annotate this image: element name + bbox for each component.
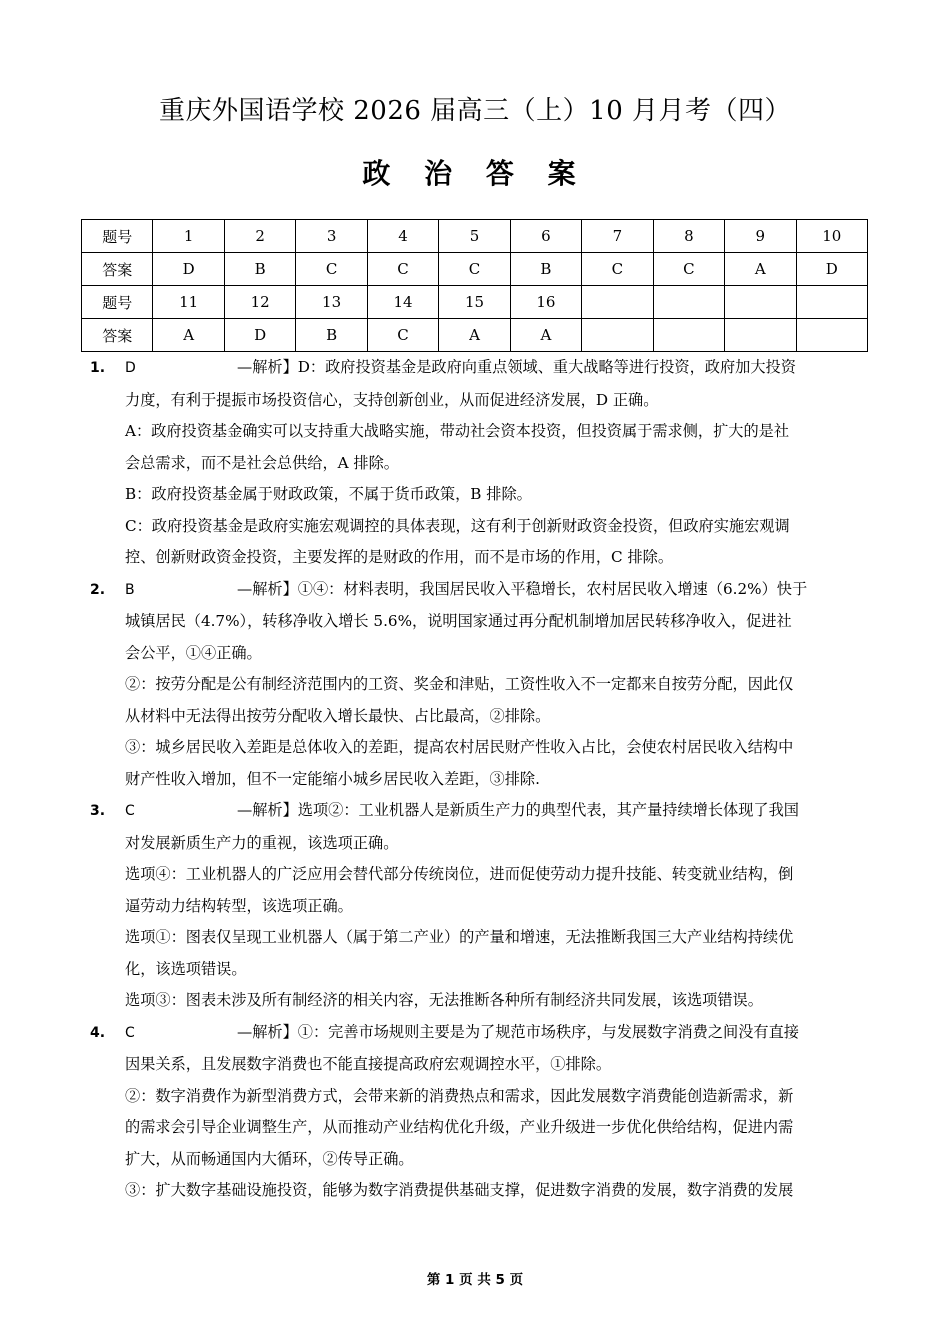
table-cell: A (725, 253, 796, 286)
table-cell: C (439, 253, 510, 286)
explanation-line: 选项④：工业机器人的广泛应用会替代部分传统岗位，进而促使劳动力提升技能、转变就业结构，倒 (125, 865, 794, 883)
answer-table (81, 219, 868, 352)
table-cell: A (510, 319, 581, 352)
question-number: 4. (90, 1024, 106, 1041)
question-explanation (90, 574, 862, 796)
explanation-line: 扩大，从而畅通国内大循环，②传导正确。 (125, 1149, 414, 1168)
explanations (90, 352, 862, 1207)
table-cell: 2 (224, 220, 295, 253)
explanation-line: 城镇居民（4.7%），转移净收入增长 5.6%，说明国家通过再分配机制增加居民转移净收入，促进社 (125, 612, 792, 630)
explanation-line: ③：城乡居民收入差距是总体收入的差距，提高农村居民财产性收入占比，会使农村居民收入结构中 (125, 738, 794, 756)
table-cell (796, 319, 867, 352)
page-title: 重庆外国语学校 2026 届高三（上）10 月月考（四） (158, 96, 792, 126)
table-row (82, 319, 868, 352)
table-cell: 13 (296, 286, 367, 319)
table-cell (796, 286, 867, 319)
question-explanation (90, 795, 862, 1017)
explanation-line: C：政府投资基金是政府实施宏观调控的具体表现，这有利于创新财政资金投资，但政府实施宏观调 (125, 516, 790, 535)
explanation-text: —解析】①：完善市场规则主要是为了规范市场秩序，与发展数字消费之间没有直接 (237, 1022, 799, 1041)
table-cell: D (796, 253, 867, 286)
explanation-line: 会公平，①④正确。 (125, 643, 262, 662)
answer-letter: C (125, 1024, 135, 1041)
table-cell: 8 (653, 220, 724, 253)
explanation-line: 的需求会引导企业调整生产，从而推动产业结构优化升级，产业升级进一步优化供给结构，促进内需 (125, 1118, 794, 1136)
table-cell: D (224, 319, 295, 352)
table-cell: 9 (725, 220, 796, 253)
explanation-line: 因果关系，且发展数字消费也不能直接提高政府宏观调控水平，①排除。 (125, 1055, 611, 1073)
table-row-header: 题号 (82, 220, 153, 253)
table-cell: 10 (796, 220, 867, 253)
table-row (82, 253, 868, 286)
table-row-header: 答案 (82, 319, 153, 352)
answer-letter: D (125, 360, 136, 376)
table-cell: 4 (367, 220, 438, 253)
explanation-line: ②：数字消费作为新型消费方式，会带来新的消费热点和需求，因此发展数字消费能创造新需求，新 (125, 1086, 794, 1105)
table-cell: C (653, 253, 724, 286)
table-cell: 5 (439, 220, 510, 253)
table-cell (582, 319, 653, 352)
table-cell: D (153, 253, 224, 286)
explanation-text: —解析】选项②：工业机器人是新质生产力的典型代表，其产量持续增长体现了我国 (237, 801, 799, 819)
table-cell: 7 (582, 220, 653, 253)
table-cell: B (224, 253, 295, 286)
explanation-line: 选项③：图表未涉及所有制经济的相关内容，无法推断各种所有制经济共同发展，该选项错误。 (125, 991, 763, 1009)
answer-letter: C (125, 803, 135, 819)
table-cell: C (367, 253, 438, 286)
table-cell: 11 (153, 286, 224, 319)
question-explanation (90, 352, 862, 574)
explanation-line: ②：按劳分配是公有制经济范围内的工资、奖金和津贴，工资性收入不一定都来自按劳分配，因此仅 (125, 675, 794, 693)
page-footer: 第 1 页 共 5 页 (426, 1272, 524, 1288)
explanation-first-line (90, 574, 862, 607)
table-cell: 6 (510, 220, 581, 253)
question-number: 1. (90, 360, 106, 376)
table-cell: A (439, 319, 510, 352)
table-cell (653, 319, 724, 352)
table-row (82, 220, 868, 253)
table-row (82, 286, 868, 319)
table-cell (725, 286, 796, 319)
explanation-line: 从材料中无法得出按劳分配收入增长最快、占比最高，②排除。 (125, 706, 551, 725)
explanation-line: 会总需求，而不是社会总供给，A 排除。 (125, 453, 399, 472)
explanation-first-line (90, 352, 862, 385)
question-number: 3. (90, 803, 106, 819)
table-cell: B (296, 319, 367, 352)
table-cell: 16 (510, 286, 581, 319)
explanation-line: 力度，有利于提振市场投资信心，支持创新创业，从而促进经济发展，D 正确。 (125, 390, 659, 409)
explanation-line: 财产性收入增加，但不一定能缩小城乡居民收入差距，③排除. (125, 769, 540, 788)
table-cell: 12 (224, 286, 295, 319)
table-cell (725, 319, 796, 352)
table-cell (653, 286, 724, 319)
table-cell: 3 (296, 220, 367, 253)
table-cell: 15 (439, 286, 510, 319)
table-cell: C (296, 253, 367, 286)
explanation-line: 选项①：图表仅呈现工业机器人（属于第二产业）的产量和增速，无法推断我国三大产业结构持续优 (125, 928, 794, 946)
table-cell: C (582, 253, 653, 286)
explanation-line: A：政府投资基金确实可以支持重大战略实施，带动社会资本投资，但投资属于需求侧，扩大的是社 (125, 422, 790, 440)
explanation-text: —解析】D：政府投资基金是政府向重点领域、重大战略等进行投资，政府加大投资 (237, 358, 796, 376)
explanation-line: 逼劳动力结构转型，该选项正确。 (125, 896, 353, 915)
explanation-line: 化，该选项错误。 (125, 959, 247, 978)
table-row-header: 答案 (82, 253, 153, 286)
explanation-first-line (90, 795, 862, 828)
explanation-line: ③：扩大数字基础设施投资，能够为数字消费提供基础支撑，促进数字消费的发展，数字消费的发展 (125, 1181, 794, 1199)
explanation-line: B：政府投资基金属于财政政策，不属于货币政策，B 排除。 (125, 485, 532, 503)
table-cell (582, 286, 653, 319)
table-row-header: 题号 (82, 286, 153, 319)
question-number: 2. (90, 581, 106, 598)
explanation-text: —解析】①④：材料表明，我国居民收入平稳增长，农村居民收入增速（6.2%）快于 (237, 579, 808, 598)
answer-letter: B (125, 581, 135, 598)
explanation-first-line (90, 1017, 862, 1050)
table-cell: A (153, 319, 224, 352)
page-subtitle: 政 治 答 案 (362, 157, 588, 190)
table-cell: 14 (367, 286, 438, 319)
question-explanation (90, 1017, 862, 1207)
table-cell: B (510, 253, 581, 286)
table-cell: 1 (153, 220, 224, 253)
explanation-line: 控、创新财政资金投资，主要发挥的是财政的作用，而不是市场的作用，C 排除。 (125, 548, 674, 566)
table-cell: C (367, 319, 438, 352)
explanation-line: 对发展新质生产力的重视，该选项正确。 (125, 833, 399, 852)
